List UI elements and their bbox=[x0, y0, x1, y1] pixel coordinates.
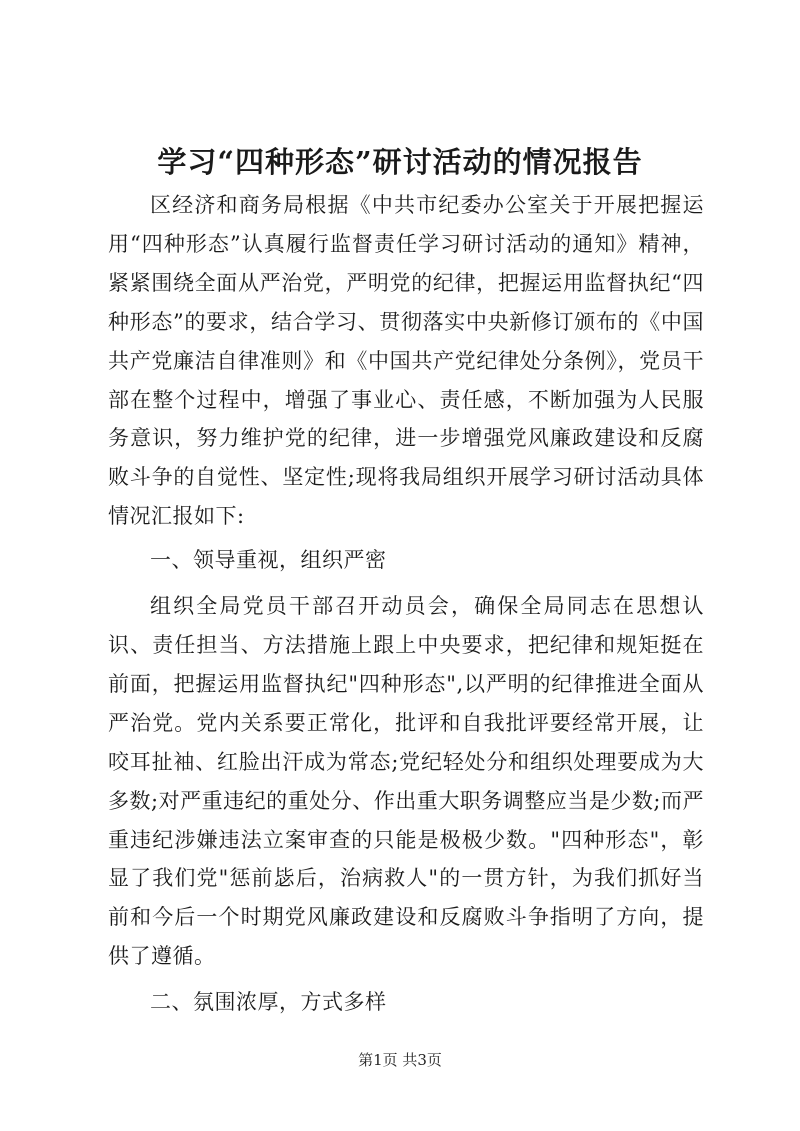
section-heading-1: 一、领导重视，组织严密 bbox=[150, 548, 387, 573]
page-footer: 第1页 共3页 bbox=[358, 1051, 442, 1069]
document-body bbox=[108, 186, 704, 1022]
section-1-paragraph: 组织全局党员干部召开动员会，确保全局同志在思想认识、责任担当、方法措施上跟上中央要求，把纪律和规矩挺在前面，把握运用监督执纪"四种形态",以严明的纪律推进全面从严治党。党内关系要正常化，批评和自我批评要经常开展，让咬耳扯袖、红脸出汗成为常态;党纪轻处分和组织处理要成为大多数;对严重违纪的重处分、作出重大职务调整应当是少数;而严重违纪涉嫌违法立案审查的只能是极极少数。"四种形态"，彰显了我们党"惩前毖后，治病救人"的一贯方针，为我们抓好当前和今后一个时期党风廉政建设和反腐败斗争指明了方向，提供了遵循。 bbox=[108, 594, 704, 969]
section-heading-2: 二、氛围浓厚，方式多样 bbox=[150, 990, 387, 1015]
document-title: 学习“四种形态”研讨活动的情况报告 bbox=[157, 145, 643, 179]
intro-paragraph: 区经济和商务局根据《中共市纪委办公室关于开展把握运用“四种形态”认真履行监督责任学习研讨活动的通知》精神，紧紧围绕全面从严治党，严明党的纪律，把握运用监督执纪“四种形态”的要求，结合学习、贯彻落实中央新修订颁布的《中国共产党廉洁自律准则》和《中国共产党纪律处分条例》，党员干部在整个过程中，增强了事业心、责任感，不断加强为人民服务意识，努力维护党的纪律，进一步增强党风廉政建设和反腐败斗争的自觉性、坚定性;现将我局组织开展学习研讨活动具体情况汇报如下: bbox=[108, 193, 704, 529]
